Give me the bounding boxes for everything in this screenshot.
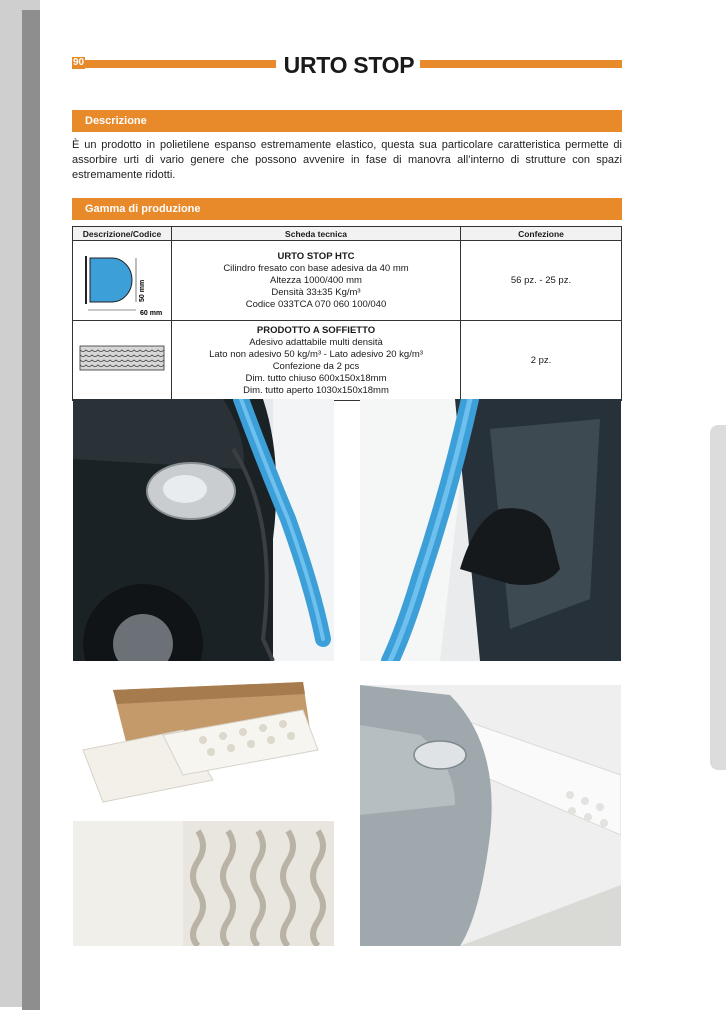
table-header-row: [73, 227, 622, 241]
section-heading-descrizione: Descrizione: [72, 110, 622, 132]
product-table: [72, 226, 622, 401]
page-title: URTO STOP: [283, 52, 415, 78]
bellows-box-illustration: [73, 680, 334, 805]
right-edge-tab: [710, 425, 726, 770]
dim-width-label: 60 mm: [140, 310, 163, 316]
car-front-illustration: [73, 399, 334, 661]
dim-height-label: 50 mm: [139, 279, 146, 302]
tech-line: Confezione da 2 pcs: [272, 360, 360, 372]
tech-line: Lato non adesivo 50 kg/m³ - Lato adesivo 20 kg/m³: [209, 348, 423, 360]
table-header-cell: Descrizione/Codice: [73, 227, 172, 241]
tech-line: Dim. tutto aperto 1030x150x18mm: [243, 384, 389, 396]
bellows-closeup-illustration: [73, 821, 334, 946]
table-header-cell: Confezione: [461, 227, 622, 241]
photo-car-door-mirror: [360, 399, 621, 661]
packaging-cell: 56 pz. - 25 pz.: [461, 241, 622, 321]
tech-line: Densità 33±35 Kg/m³: [271, 286, 361, 298]
tech-cell: [172, 321, 461, 401]
table-row: [73, 321, 622, 401]
packaging-cell: 2 pz.: [461, 321, 622, 401]
header-bar-right: [420, 60, 622, 68]
photo-bellows-closeup: [73, 821, 334, 946]
profile-drawing: [74, 242, 170, 316]
profile-drawing-cell: [73, 241, 172, 321]
car-door-illustration: [360, 399, 621, 661]
header-bar-left: [72, 60, 276, 68]
page-header: [72, 50, 622, 80]
bellows-drawing: [74, 322, 170, 396]
bellows-drawing-cell: [73, 321, 172, 401]
car-bellows-illustration: [360, 685, 621, 946]
photo-car-front-wall: [73, 399, 334, 661]
tech-line: Altezza 1000/400 mm: [270, 274, 362, 286]
photo-car-white-bellows: [360, 685, 621, 946]
product-name: PRODOTTO A SOFFIETTO: [256, 324, 376, 336]
left-edge-strip: [0, 0, 40, 1007]
description-text: È un prodotto in polietilene espanso estremamente elastico, questa sua particolare caratteristica permette di assorbire urti di vario genere che possono avvenire in fase di manovra all’interno di strutture con spazi estremamente ridotti.: [72, 139, 622, 181]
tech-line: Dim. tutto chiuso 600x150x18mm: [245, 372, 387, 384]
tech-line: Adesivo adattabile multi densità: [249, 336, 383, 348]
tech-line: Codice 033TCA 070 060 100/040: [245, 298, 387, 310]
left-edge-inner: [22, 10, 40, 1010]
page-number: 90: [73, 57, 85, 68]
tech-line: Cilindro fresato con base adesiva da 40 mm: [223, 262, 409, 274]
table-row: [73, 241, 622, 321]
section-heading-gamma: Gamma di produzione: [72, 198, 622, 220]
photo-bellows-in-box: [73, 680, 334, 805]
table-header-cell: Scheda tecnica: [172, 227, 461, 241]
product-name: URTO STOP HTC: [277, 250, 355, 262]
tech-cell: [172, 241, 461, 321]
